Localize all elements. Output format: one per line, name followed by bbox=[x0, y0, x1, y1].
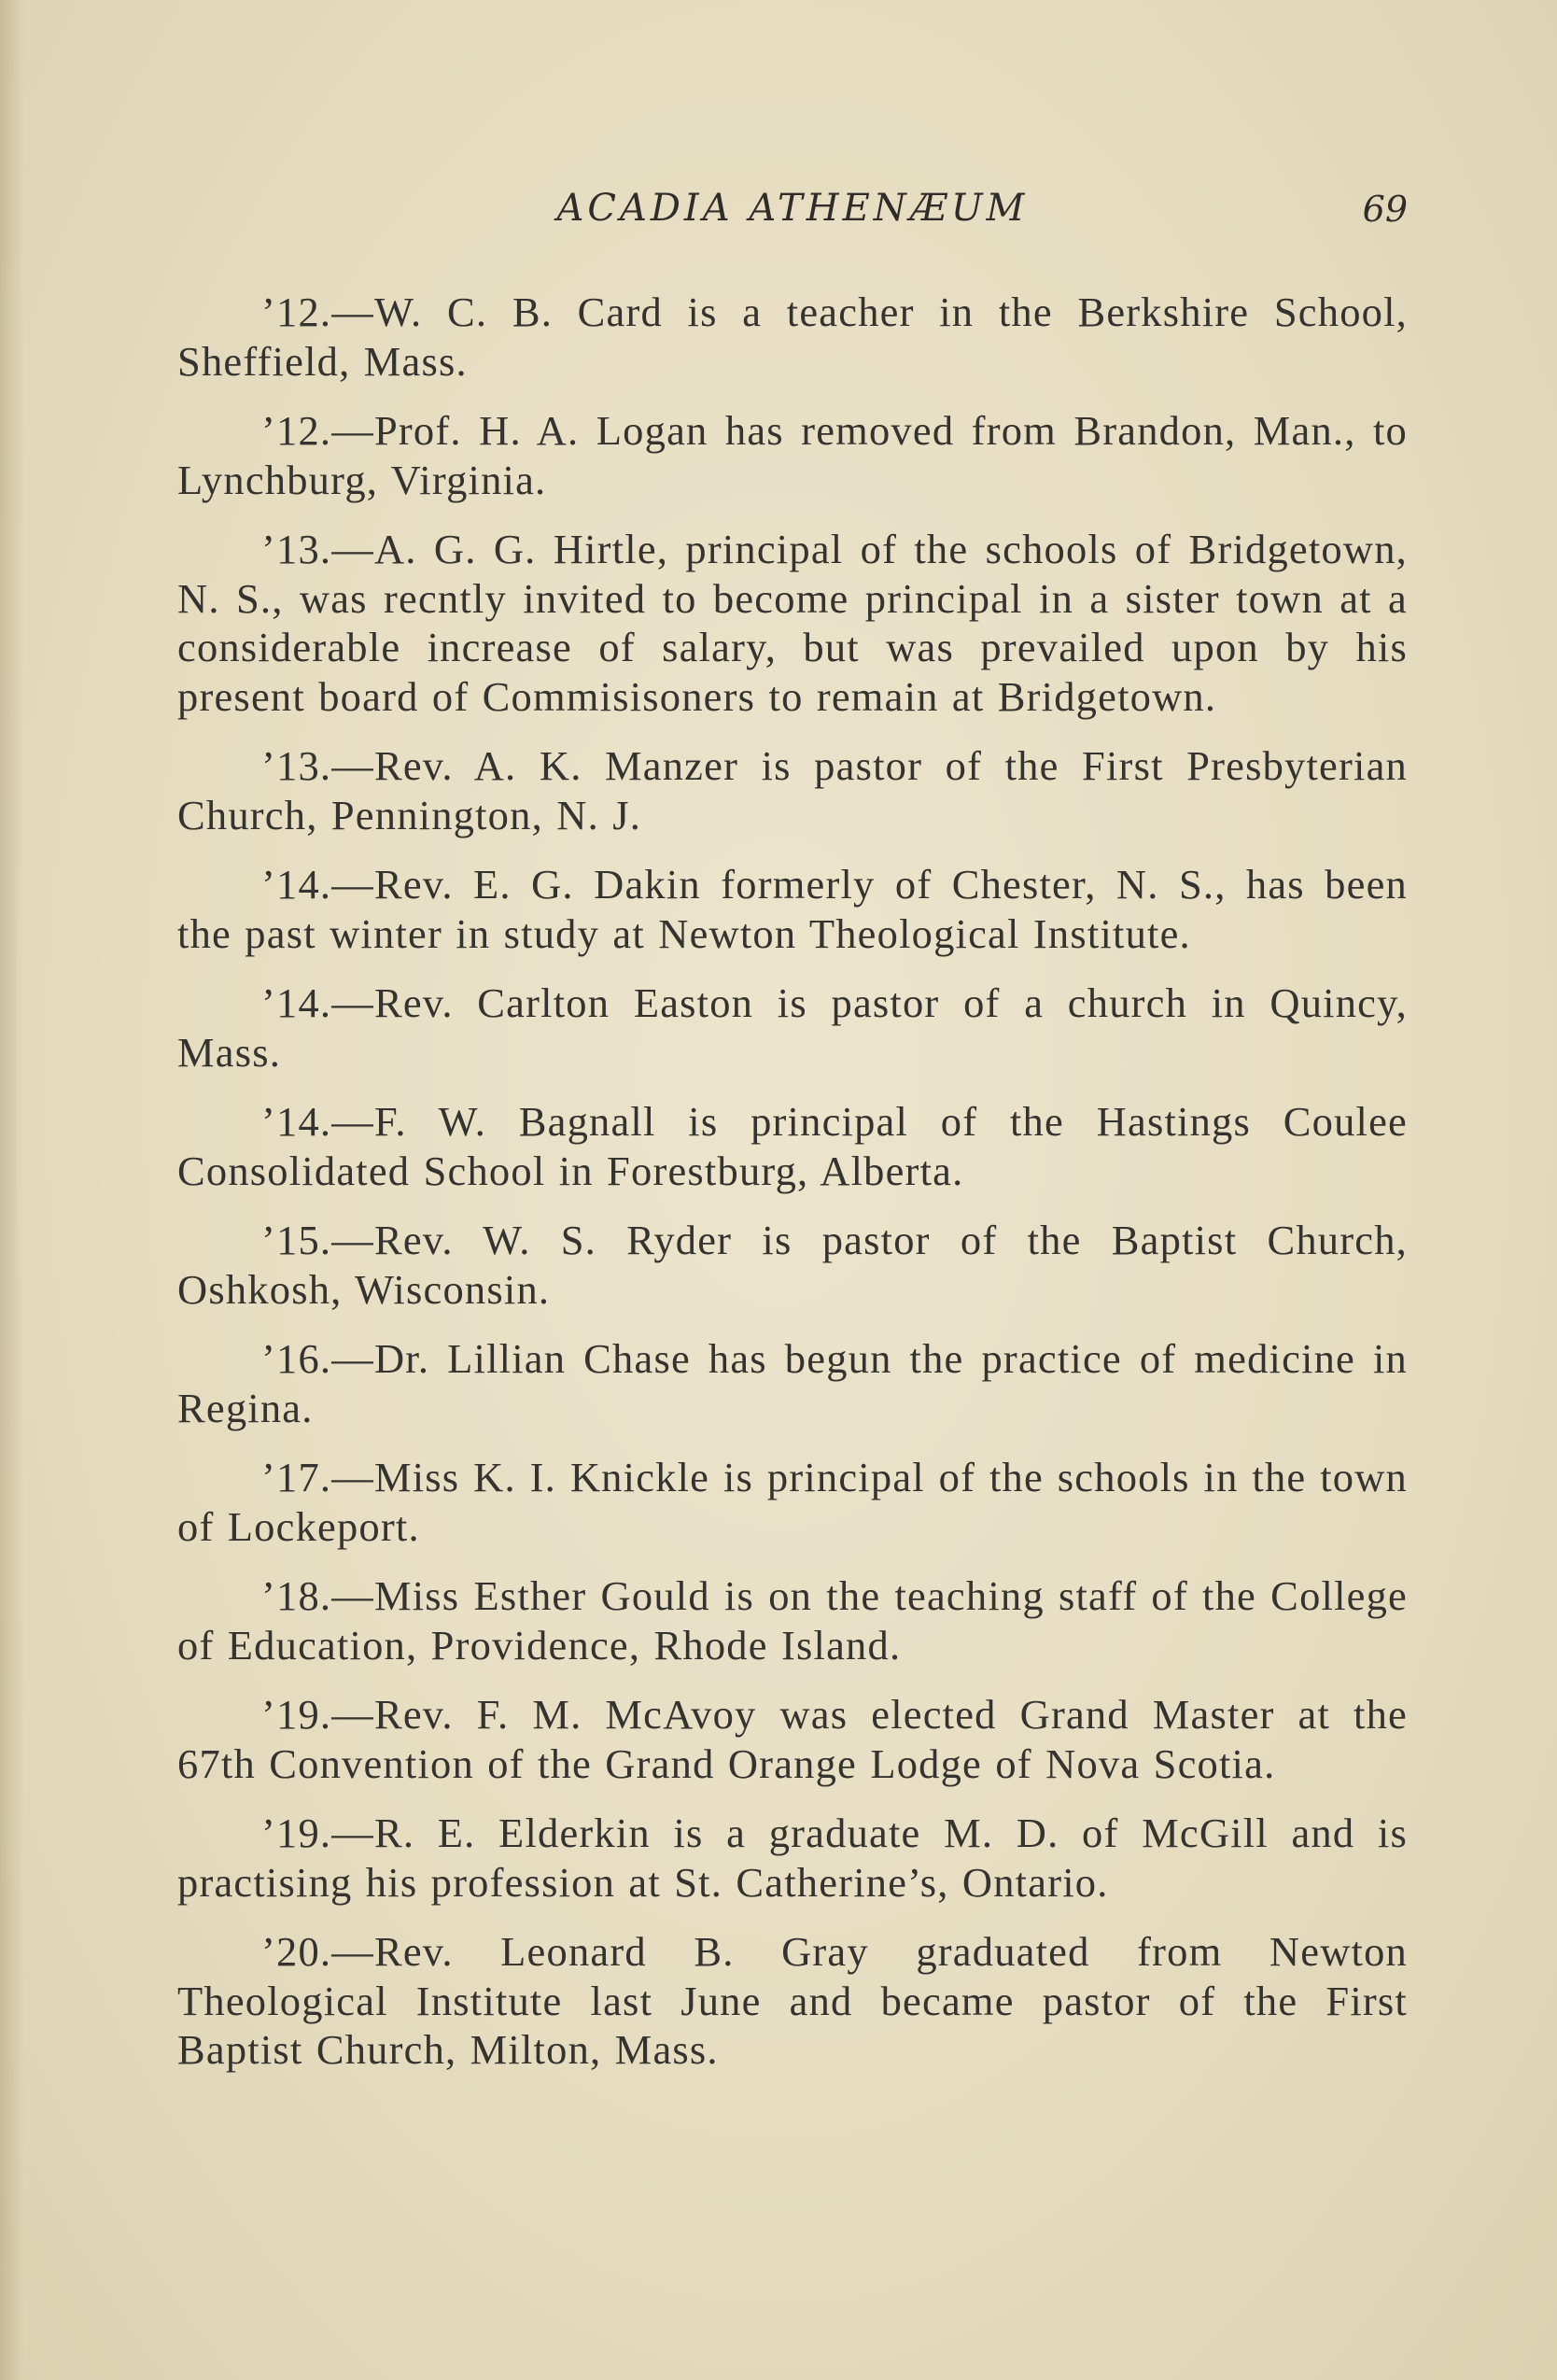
alumni-note: ’14.—Rev. Carlton Easton is pastor of a church in Quincy, Mass. bbox=[177, 979, 1408, 1076]
alumni-note: ’14.—F. W. Bagnall is principal of the Hastings Coulee Consolidated School in Forestburg, Alberta. bbox=[177, 1098, 1408, 1194]
alumni-note: ’14.—Rev. E. G. Dakin formerly of Chester, N. S., has been the past winter in study at Newton Theological Institute. bbox=[177, 861, 1408, 957]
alumni-note: ’12.—Prof. H. A. Logan has removed from Brandon, Man., to Lynchburg, Virginia. bbox=[177, 407, 1408, 503]
alumni-note: ’19.—R. E. Elderkin is a graduate M. D. of McGill and is practising his profession at St. Catherine’s, Ontario. bbox=[177, 1810, 1408, 1906]
running-title: ACADIA ATHENÆUM bbox=[556, 187, 1029, 230]
alumni-note: ’12.—W. C. B. Card is a teacher in the Berkshire School, Sheffield, Mass. bbox=[177, 289, 1408, 385]
alumni-note: ’17.—Miss K. I. Knickle is principal of the schools in the town of Lockeport. bbox=[177, 1454, 1408, 1550]
alumni-notes bbox=[177, 288, 1408, 2095]
alumni-note: ’13.—Rev. A. K. Manzer is pastor of the First Presbyterian Church, Pennington, N. J. bbox=[177, 742, 1408, 838]
alumni-note: ’13.—A. G. G. Hirtle, principal of the schools of Bridgetown, N. S., was recntly invited to become principal in a sister town at a considerable increase of salary, but was prevailed upon by his present board of Commisisoners to remain at Bridgetown. bbox=[177, 526, 1408, 720]
alumni-note: ’20.—Rev. Leonard B. Gray graduated from Newton Theological Institute last June and became pastor of the First Baptist Church, Milton, Mass. bbox=[177, 1928, 1408, 2073]
alumni-note: ’16.—Dr. Lillian Chase has begun the practice of medicine in Regina. bbox=[177, 1335, 1408, 1431]
alumni-note: ’19.—Rev. F. M. McAvoy was elected Grand Master at the 67th Convention of the Grand Orange Lodge of Nova Scotia. bbox=[177, 1691, 1408, 1787]
page-number: 69 bbox=[1362, 189, 1408, 230]
alumni-note: ’15.—Rev. W. S. Ryder is pastor of the Baptist Church, Oshkosh, Wisconsin. bbox=[177, 1217, 1408, 1313]
page-header bbox=[177, 187, 1408, 252]
alumni-note: ’18.—Miss Esther Gould is on the teaching staff of the College of Education, Providence, Rhode Island. bbox=[177, 1572, 1408, 1669]
